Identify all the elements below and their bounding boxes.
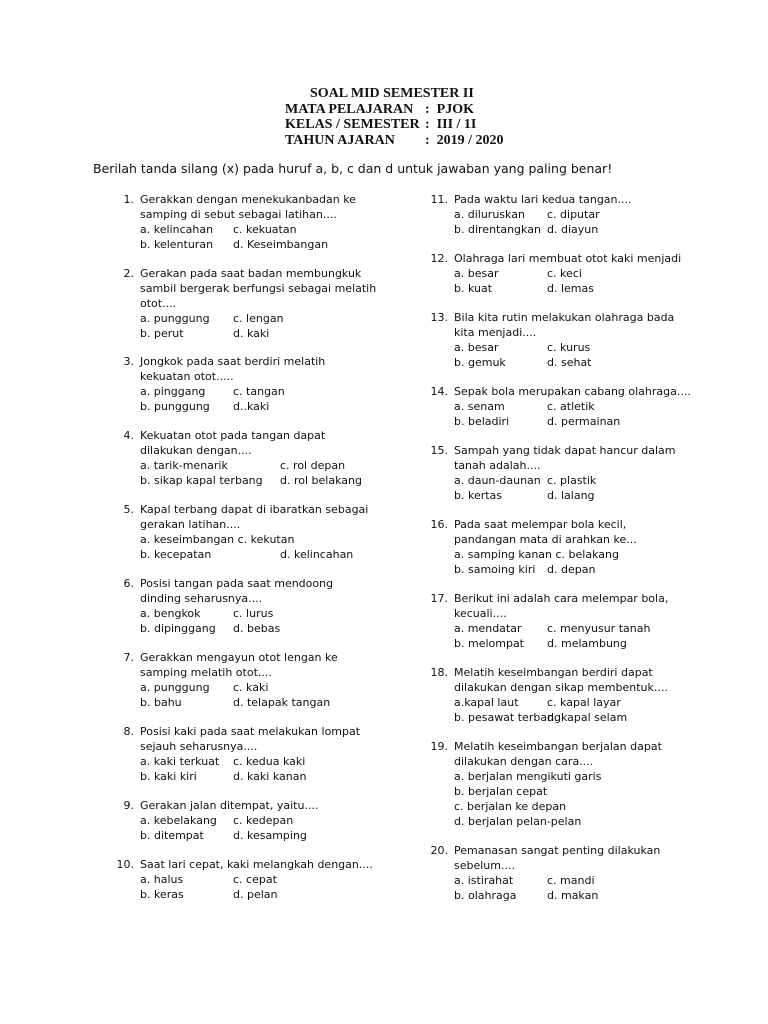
answer-options xyxy=(140,755,412,785)
question-number: 4. xyxy=(123,429,134,442)
answer-option: d. kaki kanan xyxy=(233,769,307,783)
answer-option: a. tarik-menarik xyxy=(140,458,228,472)
answer-option: a. besar xyxy=(454,340,499,354)
question-number: 1. xyxy=(123,193,134,206)
question-number: 2. xyxy=(123,267,134,280)
question-text: Bila kita rutin melakukan olahraga bada kita menjadi.... xyxy=(454,311,675,339)
answer-options xyxy=(140,533,412,563)
answer-option: d. depan xyxy=(547,562,596,576)
answer-option: a. diluruskan xyxy=(454,207,525,221)
answer-option: d. Keseimbangan xyxy=(233,237,329,251)
answer-option: b. olahraga xyxy=(454,888,517,902)
question-item xyxy=(112,193,412,253)
question-number: 16. xyxy=(430,518,448,531)
answer-option: b. gemuk xyxy=(454,355,506,369)
question-item xyxy=(112,577,412,637)
answer-option: d. diayun xyxy=(547,222,599,236)
answer-option: c. mandi xyxy=(547,873,595,887)
answer-options xyxy=(140,873,412,903)
answer-option: a. senam xyxy=(454,399,505,413)
answer-option: d. makan xyxy=(547,888,599,902)
question-item xyxy=(112,799,412,844)
answer-option: b. ditempat xyxy=(140,828,204,842)
question-item xyxy=(426,666,756,726)
answer-option: a. pinggang xyxy=(140,384,206,398)
answer-option: b. kelenturan xyxy=(140,237,214,251)
answer-option: a. berjalan mengikuti garis xyxy=(454,769,602,783)
header-value: III / 1I xyxy=(436,117,477,132)
answer-option: c. atletik xyxy=(547,399,595,413)
answer-option: b. bahu xyxy=(140,695,182,709)
answer-option: d. bebas xyxy=(233,621,281,635)
answer-options xyxy=(454,208,756,238)
answer-option: c. kapal layar xyxy=(547,695,621,709)
answer-option: c. lengan xyxy=(233,311,284,325)
answer-option: c. diputar xyxy=(547,207,600,221)
answer-options xyxy=(454,400,756,430)
question-text: Berikut ini adalah cara melempar bola, kecuali.... xyxy=(454,592,669,620)
answer-option: c. kekuatan xyxy=(233,222,297,236)
answer-option: a. keseimbangan c. kekutan xyxy=(140,532,295,546)
answer-option: a. mendatar xyxy=(454,621,522,635)
question-number: 3. xyxy=(123,355,134,368)
exam-header xyxy=(285,86,504,148)
question-text: Kapal terbang dapat di ibaratkan sebagai gerakan latihan.... xyxy=(140,503,369,531)
question-item xyxy=(112,858,412,903)
question-item xyxy=(426,385,756,430)
question-item xyxy=(112,651,412,711)
question-item xyxy=(426,592,756,652)
answer-options xyxy=(140,607,412,637)
header-sep: : xyxy=(425,117,430,132)
answer-options xyxy=(140,459,412,489)
question-text: Gerakkan mengayun otot lengan ke samping melatih otot.... xyxy=(140,651,338,679)
answer-option: a. punggung xyxy=(140,311,210,325)
answer-option: d. kaki xyxy=(233,326,270,340)
answer-option: c. menyusur tanah xyxy=(547,621,651,635)
answer-option: b. direntangkan xyxy=(454,222,541,236)
question-number: 9. xyxy=(123,799,134,812)
answer-options xyxy=(140,814,412,844)
answer-option: a. bengkok xyxy=(140,606,201,620)
question-text: Melatih keseimbangan berjalan dapat dilakukan dengan cara.... xyxy=(454,740,662,768)
answer-options xyxy=(454,770,756,830)
answer-option: d. pelan xyxy=(233,887,278,901)
question-text: Sepak bola merupakan cabang olahraga.... xyxy=(454,385,691,398)
answer-option: c. rol depan xyxy=(280,458,346,472)
answer-options xyxy=(454,474,756,504)
question-item xyxy=(426,311,756,371)
answer-option: c. berjalan ke depan xyxy=(454,799,567,813)
question-text: Jongkok pada saat berdiri melatih kekuatan otot..... xyxy=(140,355,326,383)
answer-option: d. lalang xyxy=(547,488,595,502)
answer-option: a. daun-daunan xyxy=(454,473,541,487)
answer-option: b. punggung xyxy=(140,399,210,413)
answer-option: d. berjalan pelan-pelan xyxy=(454,814,582,828)
answer-option: b. keras xyxy=(140,887,184,901)
answer-option: b. dipinggang xyxy=(140,621,216,635)
question-item xyxy=(112,429,412,489)
question-number: 18. xyxy=(430,666,448,679)
answer-option: a. besar xyxy=(454,266,499,280)
answer-option: c. lurus xyxy=(233,606,274,620)
answer-options xyxy=(454,267,756,297)
header-sep: : xyxy=(425,132,430,148)
answer-option: d. sehat xyxy=(547,355,592,369)
answer-option: d..kaki xyxy=(233,399,270,413)
answer-option: c. keci xyxy=(547,266,582,280)
answer-options xyxy=(140,681,412,711)
header-sep: : xyxy=(425,101,430,117)
answer-option: a. kelincahan xyxy=(140,222,214,236)
question-number: 13. xyxy=(430,311,448,324)
answer-option xyxy=(280,533,412,548)
header-row-class xyxy=(285,117,504,133)
question-text: Posisi kaki pada saat melakukan lompat sejauh seharusnya.... xyxy=(140,725,361,753)
answer-option: b. beladiri xyxy=(454,414,510,428)
answer-option: c. kedepan xyxy=(233,813,294,827)
answer-option: d. kelincahan xyxy=(280,547,354,561)
answer-option: d. kesamping xyxy=(233,828,307,842)
question-item xyxy=(426,740,756,829)
answer-option: b. perut xyxy=(140,326,184,340)
answer-option: c. cepat xyxy=(233,872,277,886)
answer-options xyxy=(454,622,756,652)
question-item xyxy=(112,355,412,415)
question-item xyxy=(426,518,756,578)
answer-option: b. pesawat terbang xyxy=(454,710,562,724)
question-number: 11. xyxy=(430,193,448,206)
question-text: Sampah yang tidak dapat hancur dalam tanah adalah.... xyxy=(454,444,676,472)
instruction-text: Berilah tanda silang (x) pada huruf a, b, c dan d untuk jawaban yang paling benar! xyxy=(93,161,613,176)
question-item xyxy=(112,267,412,342)
question-item xyxy=(426,444,756,504)
question-number: 8. xyxy=(123,725,134,738)
answer-option: c. kedua kaki xyxy=(233,754,306,768)
question-text: Pada saat melempar bola kecil, pandangan mata di arahkan ke... xyxy=(454,518,637,546)
header-value: PJOK xyxy=(436,101,475,117)
header-label: KELAS / SEMESTER xyxy=(285,117,420,132)
answer-option: c. plastik xyxy=(547,473,597,487)
answer-option: a. istirahat xyxy=(454,873,514,887)
answer-option: a. kebelakang xyxy=(140,813,217,827)
answer-option: b. samoing kiri xyxy=(454,562,536,576)
answer-option: d. melambung xyxy=(547,636,627,650)
answer-options xyxy=(140,385,412,415)
question-text: Gerakan pada saat badan membungkuk sambil bergerak berfungsi sebagai melatih otot.... xyxy=(140,267,377,310)
answer-option: b. kertas xyxy=(454,488,503,502)
answer-options xyxy=(140,223,412,253)
answer-option: b. sikap kapal terbang xyxy=(140,473,263,487)
question-number: 15. xyxy=(430,444,448,457)
question-item xyxy=(112,725,412,785)
question-text: Gerakan jalan ditempat, yaitu.... xyxy=(140,799,319,812)
answer-option: a. punggung xyxy=(140,680,210,694)
question-text: Pada waktu lari kedua tangan.... xyxy=(454,193,632,206)
answer-option: c. tangan xyxy=(233,384,285,398)
answer-option: a. samping kanan c. belakang xyxy=(454,547,619,561)
answer-options xyxy=(140,312,412,342)
header-row-subject xyxy=(285,102,504,118)
question-number: 12. xyxy=(430,252,448,265)
answer-option: b. kaki kiri xyxy=(140,769,197,783)
question-text: Olahraga lari membuat otot kaki menjadi xyxy=(454,252,682,265)
question-number: 6. xyxy=(123,577,134,590)
question-text: Gerakkan dengan menekukanbadan ke samping di sebut sebagai latihan.... xyxy=(140,193,356,221)
answer-option xyxy=(547,548,756,563)
answer-option: d. rol belakang xyxy=(280,473,362,487)
header-label: TAHUN AJARAN xyxy=(285,132,395,148)
question-number: 19. xyxy=(430,740,448,753)
header-row-year xyxy=(285,133,504,149)
answer-option: a.kapal laut xyxy=(454,695,519,709)
question-number: 20. xyxy=(430,844,448,857)
answer-option: d. lemas xyxy=(547,281,594,295)
answer-option: b. melompat xyxy=(454,636,524,650)
exam-title: SOAL MID SEMESTER II xyxy=(310,86,474,101)
answer-options xyxy=(454,874,756,904)
answer-option: a. kaki terkuat xyxy=(140,754,220,768)
question-text: Pemanasan sangat penting dilakukan sebelum.... xyxy=(454,844,661,872)
question-number: 10. xyxy=(116,858,134,871)
question-text: Saat lari cepat, kaki melangkah dengan.... xyxy=(140,858,373,871)
answer-option: b. berjalan cepat xyxy=(454,784,548,798)
answer-option: d. permainan xyxy=(547,414,621,428)
answer-options xyxy=(454,548,756,578)
question-item xyxy=(426,252,756,297)
question-text: Melatih keseimbangan berdiri dapat dilakukan dengan sikap membentuk.... xyxy=(454,666,668,694)
question-number: 17. xyxy=(430,592,448,605)
question-item xyxy=(112,503,412,563)
answer-option: c. kaki xyxy=(233,680,269,694)
answer-option: d. kapal selam xyxy=(547,710,628,724)
question-item xyxy=(426,193,756,238)
answer-options xyxy=(454,696,756,726)
question-item xyxy=(426,844,756,904)
answer-option: c. kurus xyxy=(547,340,591,354)
header-label: MATA PELAJARAN xyxy=(285,101,414,117)
question-number: 5. xyxy=(123,503,134,516)
answer-option: b. kuat xyxy=(454,281,493,295)
question-text: Posisi tangan pada saat mendoong dinding seharusnya.... xyxy=(140,577,334,605)
answer-option: d. telapak tangan xyxy=(233,695,331,709)
question-number: 7. xyxy=(123,651,134,664)
question-number: 14. xyxy=(430,385,448,398)
answer-option: b. kecepatan xyxy=(140,547,212,561)
answer-options xyxy=(454,341,756,371)
header-value: 2019 / 2020 xyxy=(436,132,504,148)
answer-option: a. halus xyxy=(140,872,184,886)
question-text: Kekuatan otot pada tangan dapat dilakukan dengan.... xyxy=(140,429,326,457)
